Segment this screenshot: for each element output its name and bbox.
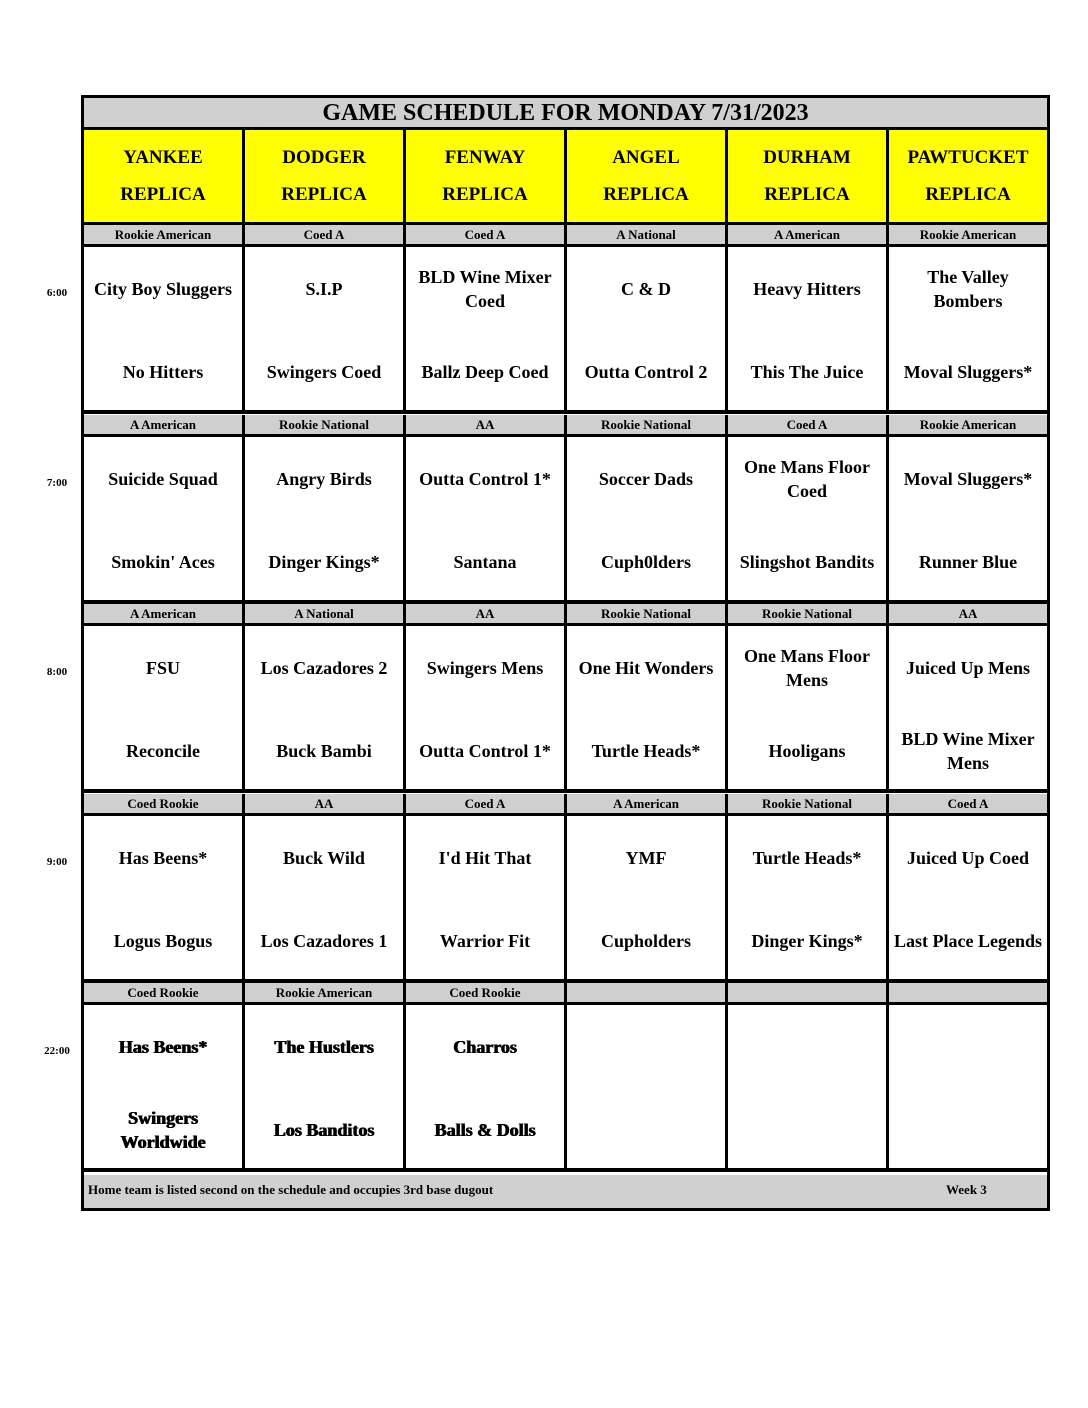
division-label: A American bbox=[728, 225, 889, 244]
field-name: PAWTUCKET bbox=[907, 147, 1029, 168]
game-cell bbox=[728, 816, 889, 979]
home-team: BLD Wine Mixer Mens bbox=[901, 729, 1035, 773]
away-team: Buck Wild bbox=[283, 848, 365, 868]
division-row bbox=[84, 604, 1047, 626]
away-team: Los Cazadores 2 bbox=[260, 658, 388, 678]
time-slot bbox=[84, 225, 1047, 414]
division-label: Coed A bbox=[406, 225, 567, 244]
field-subtitle: REPLICA bbox=[764, 184, 850, 205]
game-cell bbox=[245, 247, 406, 410]
division-label: Rookie American bbox=[84, 225, 245, 244]
game-cell bbox=[728, 1005, 889, 1168]
away-team bbox=[567, 1021, 725, 1073]
time-label: 7:00 bbox=[46, 477, 68, 489]
field-header bbox=[84, 130, 245, 222]
home-team: Swingers Worldwide bbox=[120, 1108, 206, 1152]
game-cell bbox=[567, 626, 728, 789]
away-team: C & D bbox=[621, 279, 671, 299]
away-team: Has Beens* bbox=[118, 848, 208, 868]
field-name: DODGER bbox=[282, 147, 366, 168]
field-header bbox=[245, 130, 406, 222]
home-team: Reconcile bbox=[126, 741, 200, 761]
game-cell bbox=[84, 816, 245, 979]
field-subtitle: REPLICA bbox=[603, 184, 689, 205]
division-label: Rookie National bbox=[728, 794, 889, 813]
game-cell bbox=[889, 1005, 1047, 1168]
game-cell bbox=[728, 626, 889, 789]
game-cell bbox=[245, 816, 406, 979]
away-team: Suicide Squad bbox=[108, 469, 218, 489]
away-team: City Boy Sluggers bbox=[93, 279, 232, 299]
schedule-table bbox=[81, 95, 1050, 1211]
division-label: Coed Rookie bbox=[84, 794, 245, 813]
division-label: AA bbox=[245, 794, 406, 813]
field-name: ANGEL bbox=[612, 147, 680, 168]
away-team: Soccer Dads bbox=[598, 469, 694, 489]
field-header-row bbox=[84, 130, 1047, 225]
field-header bbox=[406, 130, 567, 222]
field-name: DURHAM bbox=[763, 147, 851, 168]
game-cell bbox=[889, 626, 1047, 789]
home-team: Cupholders bbox=[600, 931, 692, 951]
division-label: Rookie American bbox=[245, 983, 406, 1002]
time-slot bbox=[84, 983, 1047, 1172]
division-label: Coed A bbox=[406, 794, 567, 813]
game-row bbox=[84, 437, 1047, 604]
away-team: Juiced Up Coed bbox=[906, 848, 1029, 868]
field-header bbox=[728, 130, 889, 222]
away-team: Outta Control 1* bbox=[419, 469, 551, 489]
away-team: YMF bbox=[625, 848, 667, 868]
field-name: YANKEE bbox=[123, 147, 203, 168]
time-label: 9:00 bbox=[46, 856, 68, 868]
field-subtitle: REPLICA bbox=[281, 184, 367, 205]
game-cell bbox=[84, 626, 245, 789]
away-team: S.I.P bbox=[305, 279, 343, 299]
away-team: Heavy Hitters bbox=[753, 279, 861, 299]
division-label: Rookie National bbox=[245, 415, 406, 434]
division-label: Coed Rookie bbox=[84, 983, 245, 1002]
game-cell bbox=[406, 437, 567, 600]
division-label: AA bbox=[406, 604, 567, 623]
game-cell bbox=[567, 437, 728, 600]
home-team: Los Banditos bbox=[273, 1120, 375, 1140]
game-cell bbox=[245, 1005, 406, 1168]
division-label: AA bbox=[958, 606, 978, 621]
division-row bbox=[84, 983, 1047, 1005]
field-subtitle: REPLICA bbox=[925, 184, 1011, 205]
home-team: Dinger Kings* bbox=[268, 552, 380, 572]
division-label: Rookie National bbox=[567, 604, 728, 623]
home-team: Last Place Legends bbox=[894, 931, 1042, 951]
home-team: Santana bbox=[453, 552, 517, 572]
division-row bbox=[84, 794, 1047, 816]
division-label: A American bbox=[84, 415, 245, 434]
game-cell bbox=[406, 247, 567, 410]
division-label: Rookie National bbox=[728, 604, 889, 623]
game-cell bbox=[84, 1005, 245, 1168]
home-team: Outta Control 1* bbox=[419, 741, 551, 761]
time-label: 8:00 bbox=[46, 666, 68, 678]
home-team: No Hitters bbox=[122, 362, 204, 382]
home-team bbox=[889, 1104, 1047, 1156]
home-team: Runner Blue bbox=[918, 552, 1018, 572]
field-header bbox=[889, 130, 1047, 222]
home-team: Moval Sluggers* bbox=[903, 362, 1033, 382]
away-team: Swingers Mens bbox=[426, 658, 544, 678]
away-team: BLD Wine Mixer Coed bbox=[418, 267, 552, 311]
game-cell bbox=[889, 247, 1047, 410]
division-label: Rookie National bbox=[567, 415, 728, 434]
division-label bbox=[567, 983, 728, 1002]
home-team: This The Juice bbox=[750, 362, 864, 382]
game-cell bbox=[889, 437, 1047, 600]
home-team: Los Cazadores 1 bbox=[260, 931, 388, 951]
game-cell bbox=[728, 437, 889, 600]
week-label: Week 3 bbox=[946, 1182, 987, 1197]
game-cell bbox=[889, 816, 1047, 979]
game-row bbox=[84, 1005, 1047, 1172]
division-row bbox=[84, 225, 1047, 247]
footer-bar bbox=[84, 1175, 1047, 1208]
game-cell bbox=[245, 437, 406, 600]
time-slot bbox=[84, 415, 1047, 604]
field-name: FENWAY bbox=[444, 147, 526, 168]
game-row bbox=[84, 247, 1047, 414]
home-team: Hooligans bbox=[768, 741, 846, 761]
game-cell bbox=[406, 816, 567, 979]
game-cell bbox=[245, 626, 406, 789]
field-subtitle: REPLICA bbox=[120, 184, 206, 205]
away-team: Has Beens* bbox=[118, 1037, 208, 1057]
schedule-title: GAME SCHEDULE FOR MONDAY 7/31/2023 bbox=[84, 98, 1047, 130]
game-cell bbox=[567, 816, 728, 979]
division-label: A American bbox=[567, 794, 728, 813]
division-row bbox=[84, 415, 1047, 437]
away-team bbox=[728, 1021, 886, 1073]
away-team: Turtle Heads* bbox=[752, 848, 862, 868]
away-team: One Hit Wonders bbox=[578, 658, 714, 678]
division-label: Rookie American bbox=[919, 417, 1017, 432]
home-team: Buck Bambi bbox=[276, 741, 372, 761]
division-label bbox=[889, 983, 1047, 1002]
game-cell bbox=[84, 437, 245, 600]
away-team: FSU bbox=[145, 658, 180, 678]
away-team: Angry Birds bbox=[276, 469, 372, 489]
game-cell bbox=[567, 247, 728, 410]
home-team: Dinger Kings* bbox=[751, 931, 863, 951]
away-team: Moval Sluggers* bbox=[903, 469, 1033, 489]
division-label: Coed A bbox=[245, 225, 406, 244]
home-team bbox=[728, 1104, 886, 1156]
division-label: Coed Rookie bbox=[406, 983, 567, 1002]
home-team: Swingers Coed bbox=[266, 362, 382, 382]
home-team: Balls & Dolls bbox=[434, 1120, 536, 1140]
division-label: Coed A bbox=[728, 415, 889, 434]
home-team: Smokin' Aces bbox=[111, 552, 215, 572]
division-label: Rookie American bbox=[919, 227, 1017, 242]
away-team: One Mans Floor Coed bbox=[744, 457, 870, 501]
game-cell bbox=[567, 1005, 728, 1168]
away-team: One Mans Floor Mens bbox=[744, 646, 870, 690]
away-team: Juiced Up Mens bbox=[905, 658, 1030, 678]
home-team: Warrior Fit bbox=[439, 931, 531, 951]
division-label: AA bbox=[406, 415, 567, 434]
footer-note: Home team is listed second on the schedule and occupies 3rd base dugout bbox=[88, 1182, 494, 1197]
game-cell bbox=[728, 247, 889, 410]
home-team: Logus Bogus bbox=[113, 931, 213, 951]
division-label: A National bbox=[567, 225, 728, 244]
away-team: The Valley Bombers bbox=[927, 267, 1009, 311]
away-team: The Hustlers bbox=[274, 1037, 374, 1057]
home-team: Outta Control 2 bbox=[584, 362, 708, 382]
division-label: Coed A bbox=[947, 796, 989, 811]
home-team: Turtle Heads* bbox=[591, 741, 701, 761]
time-label: 22:00 bbox=[44, 1045, 70, 1057]
time-slot bbox=[84, 604, 1047, 793]
home-team bbox=[567, 1104, 725, 1156]
division-label: A National bbox=[245, 604, 406, 623]
division-label: A American bbox=[84, 604, 245, 623]
game-cell bbox=[84, 247, 245, 410]
game-cell bbox=[406, 626, 567, 789]
home-team: Ballz Deep Coed bbox=[421, 362, 549, 382]
field-header bbox=[567, 130, 728, 222]
game-cell bbox=[406, 1005, 567, 1168]
away-team: I'd Hit That bbox=[438, 848, 532, 868]
away-team: Charros bbox=[453, 1037, 517, 1057]
home-team: Slingshot Bandits bbox=[739, 552, 875, 572]
time-label: 6:00 bbox=[46, 287, 68, 299]
away-team bbox=[889, 1021, 1047, 1073]
division-label bbox=[728, 983, 889, 1002]
home-team: Cuph0lders bbox=[600, 552, 692, 572]
game-row bbox=[84, 816, 1047, 983]
time-slot bbox=[84, 794, 1047, 983]
game-row bbox=[84, 626, 1047, 793]
field-subtitle: REPLICA bbox=[442, 184, 528, 205]
